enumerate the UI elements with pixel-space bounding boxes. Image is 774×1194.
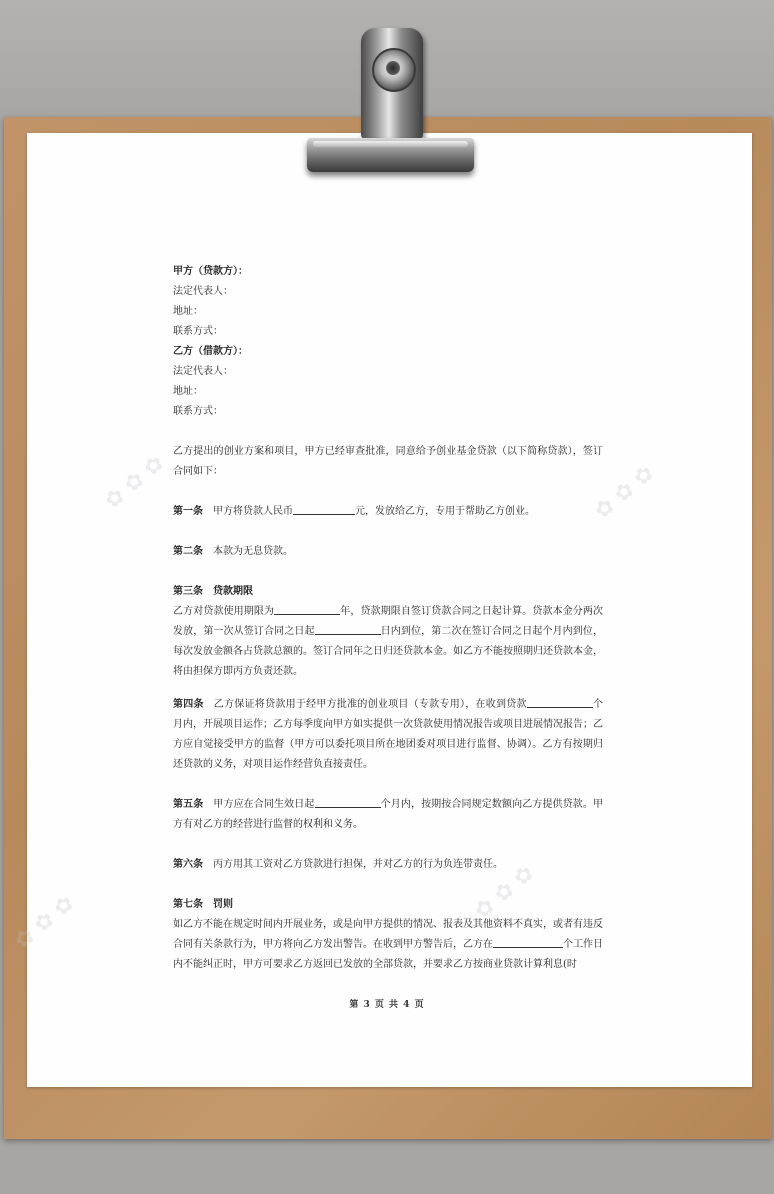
blank-field (315, 796, 381, 808)
party-a-address: 地址： (173, 306, 203, 317)
article-text: 年，贷款期限自签订贷款合同之日起计算。贷款本金分两次发放，第一次从签订合同之日起 (173, 606, 604, 637)
party-a-contact: 联系方式： (173, 326, 223, 337)
article-text: 日内到位，第二次在签订合同之日起个月内到位，每次发放金额各占贷款总额的。签订合同年之日归还贷款本金。如乙方不能按照期归还贷款本金，将由担保方即丙方负责还款。 (173, 626, 604, 677)
intro-paragraph: 乙方提出的创业方案和项目，甲方已经审查批准，同意给予创业基金贷款（以下简称贷款），签订合同如下： (173, 446, 603, 477)
article-label: 第一条 (173, 506, 203, 517)
blank-field (274, 603, 340, 615)
article-5 (173, 795, 603, 835)
article-3-body (173, 602, 603, 682)
article-label: 第六条 (173, 859, 203, 870)
article-text: 如乙方不能在规定时间内开展业务，或是向甲方提供的情况、报表及其他资料不真实，或者有违反合同有关条款行为，甲方将向乙方发出警告。在收到甲方警告后，乙方在 (173, 919, 603, 950)
blank-field (493, 936, 563, 948)
article-label: 第五条 (173, 799, 204, 810)
article-title: 罚则 (213, 899, 233, 910)
article-text: 丙方用其工资对乙方贷款进行担保，并对乙方的行为负连带责任。 (213, 859, 503, 870)
watermark: ✿ ✿ ✿ (100, 450, 170, 515)
article-text: 本款为无息贷款。 (213, 546, 293, 557)
blank-field (315, 623, 381, 635)
blank-field (293, 503, 355, 515)
article-text: 个月内，按期按合同规定数额向乙方提供贷款。甲方有对乙方的经营进行监督的权利和义务。 (173, 799, 604, 830)
article-7-body (173, 915, 603, 975)
article-label: 第二条 (173, 546, 203, 557)
party-b-rep: 法定代表人： (173, 366, 233, 377)
article-4 (173, 695, 603, 775)
party-b-heading: 乙方（借款方）： (173, 346, 248, 357)
article-text: 乙方对贷款使用期限为 (173, 606, 275, 617)
article-text: 甲方将贷款人民币 (213, 506, 293, 517)
article-3-heading (173, 582, 603, 602)
article-title: 贷款期限 (213, 586, 253, 597)
clip-jaw (307, 138, 474, 172)
watermark: ✿ ✿ ✿ (590, 460, 660, 525)
article-1 (173, 502, 603, 522)
page-number: 第 3 页 共 4 页 (349, 1000, 425, 1010)
article-label: 第四条 (173, 699, 204, 710)
contract-body (173, 262, 603, 975)
article-text: 个月内，开展项目运作；乙方每季度向甲方如实提供一次贷款使用情况报告或项目进展情况报告；乙方应自觉接受甲方的监督（甲方可以委托项目所在地团委对项目进行监督、协调）。乙方有按期归还贷款的义务，对项目运作经营负直接责任。 (173, 699, 604, 770)
article-7-heading (173, 895, 603, 915)
article-6 (173, 855, 603, 875)
article-text: 元，发放给乙方，专用于帮助乙方创业。 (355, 506, 535, 517)
watermark: ✿ ✿ ✿ (470, 860, 540, 925)
party-a-heading: 甲方（贷款方）： (173, 266, 248, 277)
article-label: 第七条 (173, 899, 203, 910)
watermark: ✿ ✿ ✿ (10, 890, 80, 955)
party-b-contact: 联系方式： (173, 406, 223, 417)
article-label: 第三条 (173, 586, 203, 597)
article-text: 甲方应在合同生效日起 (213, 799, 315, 810)
party-b-address: 地址： (173, 386, 203, 397)
article-text: 乙方保证将贷款用于经甲方批准的创业项目（专款专用），在收到贷款 (213, 699, 527, 710)
article-2 (173, 542, 603, 562)
party-a-rep: 法定代表人： (173, 286, 233, 297)
article-text: 个工作日内不能纠正时，甲方可要求乙方返回已发放的全部贷款，并要求乙方按商业贷款计算利息(时 (173, 939, 603, 970)
clip-rivet-icon (372, 48, 416, 92)
blank-field (527, 696, 593, 708)
